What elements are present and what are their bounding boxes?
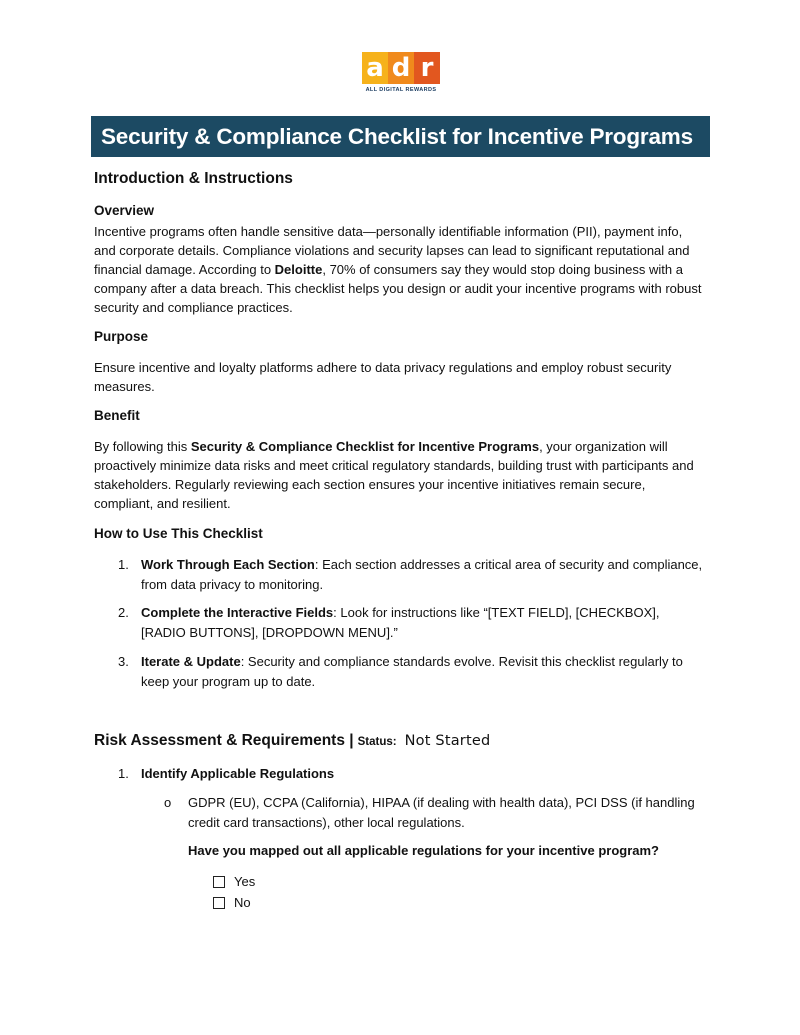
- checkbox-no[interactable]: [213, 897, 225, 909]
- regulations-question: Have you mapped out all applicable regulations for your incentive program?: [188, 843, 659, 858]
- overview-text-1: Incentive programs often handle sensitive data—personally identifiable information (PII), payment info, and corporate details. Compliance violations and security lapses can lead to significant reputational and financial damage. According to: [94, 224, 690, 277]
- logo-letter-d: d: [388, 52, 414, 84]
- risk-item-number: 1.: [118, 766, 129, 781]
- overview-heading: Overview: [94, 203, 155, 218]
- howto-heading: How to Use This Checklist: [94, 526, 263, 541]
- list-bold: Iterate & Update: [141, 654, 241, 669]
- option-no-label: No: [234, 895, 251, 910]
- list-number: 3.: [118, 654, 129, 669]
- list-item: [118, 652, 706, 691]
- intro-heading: Introduction & Instructions: [94, 170, 293, 187]
- page-title: Security & Compliance Checklist for Incentive Programs: [101, 123, 693, 149]
- risk-heading: [94, 732, 490, 750]
- purpose-paragraph: Ensure incentive and loyalty platforms adhere to data privacy regulations and employ robust security measures.: [94, 360, 672, 394]
- logo-letter-a: a: [362, 52, 388, 84]
- logo-tagline: ALL DIGITAL REWARDS: [365, 87, 437, 93]
- list-rest: : Security and compliance standards evolve. Revisit this checklist regularly to keep your program up to date.: [141, 654, 683, 689]
- overview-bold: Deloitte: [274, 262, 323, 277]
- overview-text-2: , 70% of consumers say they would stop doing business with a company after a data breach. This checklist helps you design or audit your incentive programs with robust security and compliance practices.: [94, 262, 702, 315]
- benefit-bold: Security & Compliance Checklist for Incentive Programs: [190, 439, 540, 454]
- list-rest: : Each section addresses a critical area of security and compliance, from data privacy to monitoring.: [141, 557, 703, 592]
- risk-heading-text: Risk Assessment & Requirements |: [94, 732, 354, 749]
- purpose-heading: Purpose: [94, 329, 149, 344]
- list-text: [141, 652, 706, 691]
- logo-tiles: [362, 52, 440, 84]
- list-number: 1.: [118, 557, 129, 572]
- logo-letter-r: r: [414, 52, 440, 84]
- list-text: [141, 555, 706, 594]
- adr-logo: [362, 52, 440, 96]
- sub-bullet-text: GDPR (EU), CCPA (California), HIPAA (if dealing with health data), PCI DSS (if handling credit card transactions), other local regulations.: [188, 795, 695, 830]
- list-item: [118, 555, 706, 594]
- option-yes[interactable]: [213, 874, 255, 889]
- list-bold: Work Through Each Section: [141, 557, 315, 572]
- risk-item: [118, 764, 706, 784]
- benefit-paragraph: [94, 437, 706, 513]
- bullet-marker: o: [164, 795, 172, 810]
- status-label: Status:: [357, 736, 397, 748]
- option-no[interactable]: [213, 895, 251, 910]
- checkbox-yes[interactable]: [213, 876, 225, 888]
- benefit-heading: Benefit: [94, 408, 140, 423]
- sub-bullet-item: [164, 793, 704, 832]
- status-dropdown[interactable]: Not Started: [404, 733, 491, 749]
- list-number: 2.: [118, 605, 129, 620]
- list-item: [118, 603, 706, 642]
- list-text: [141, 603, 706, 642]
- overview-paragraph: [94, 222, 706, 317]
- option-yes-label: Yes: [234, 874, 256, 889]
- list-bold: Complete the Interactive Fields: [141, 605, 334, 620]
- benefit-text-2: , your organization will proactively minimize data risks and meet critical regulatory standards, building trust with participants and stakeholders. Regularly reviewing each section ensures your incentive initiatives remain secure, compliant, and resilient.: [94, 439, 694, 511]
- benefit-text-1: By following this: [94, 439, 191, 454]
- list-rest: : Look for instructions like “[TEXT FIELD], [CHECKBOX], [RADIO BUTTONS], [DROPDOWN MENU].”: [141, 605, 660, 640]
- title-banner: [91, 116, 710, 157]
- risk-item-title: Identify Applicable Regulations: [141, 766, 335, 781]
